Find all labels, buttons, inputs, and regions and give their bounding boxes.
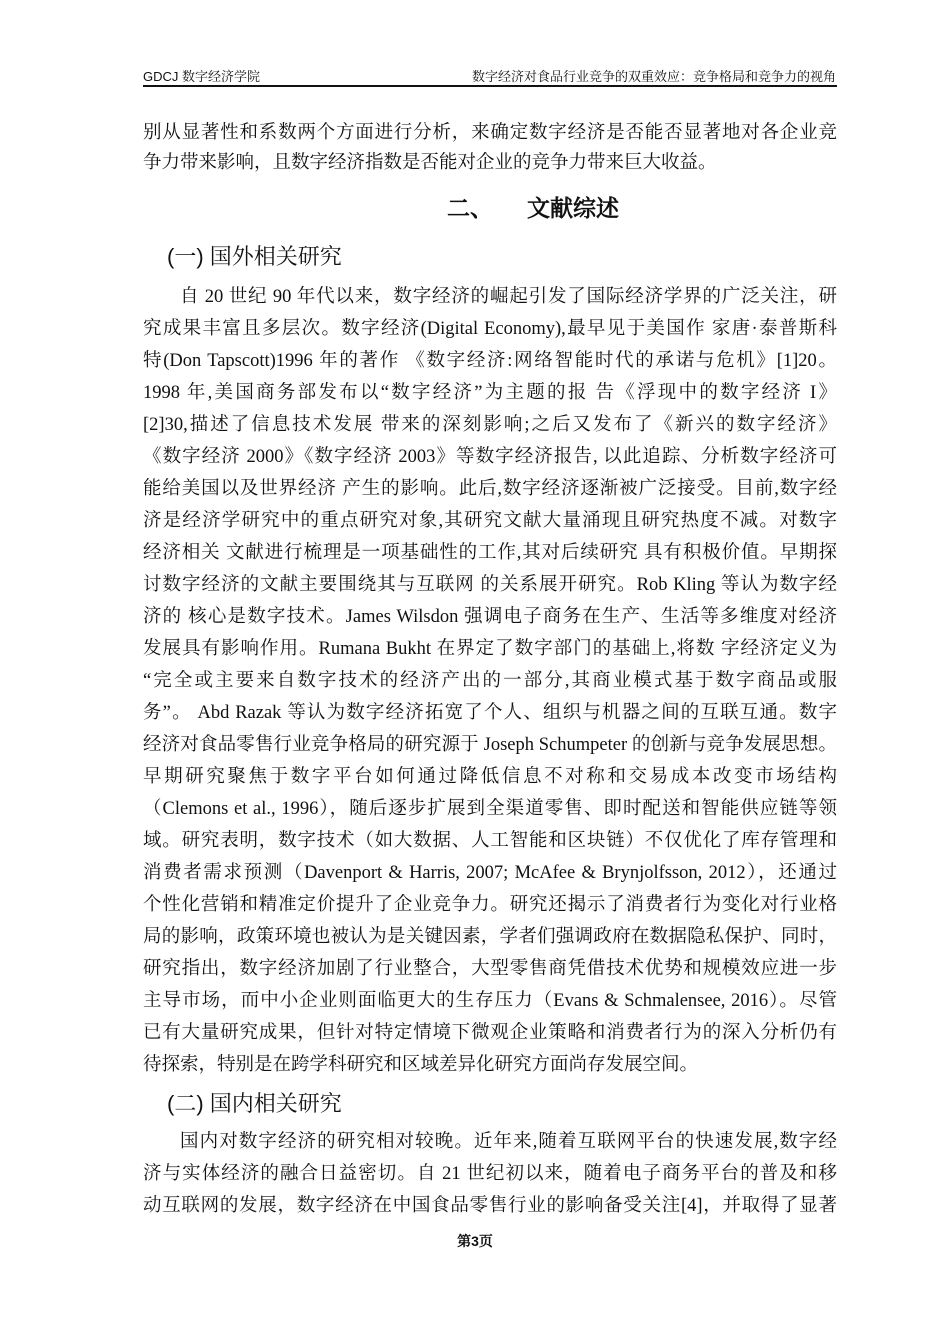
text-line: 早期研究聚焦于数字平台如何通过降低信息不对称和交易成本改变市场结构 [143,767,837,787]
text-line: 经济相关 文献进行梳理是一项基础性的工作,其对后续研究 具有积极价值。早期探 [143,543,837,563]
text-line: 待探索，特别是在跨学科研究和区域差异化研究方面尚存发展空间。 [143,1055,699,1075]
text-line: 主导市场，而中小企业则面临更大的生存压力（Evans & Schmalensee, 2016）。尽管 [143,991,837,1011]
paragraph-foreign-research [143,281,837,1081]
section-heading [447,190,619,223]
text-line: 讨数字经济的文献主要围绕其与互联网 的关系展开研究。Rob Kling 等认为数字经 [143,575,837,595]
text-line: 消费者需求预测（Davenport & Harris, 2007; McAfee & Brynjolfsson, 2012），还通过 [143,863,837,883]
text-line: 济的 核心是数字技术。James Wilsdon 强调电子商务在生产、生活等多维度对经济 [143,607,837,627]
section-number: 二、 [447,195,493,221]
text-line: 域。研究表明，数字技术（如大数据、人工智能和区块链）不仅优化了库存管理和 [143,831,837,851]
header-left: GDCJ 数字经济学院 [143,69,261,84]
text-line: 局的影响，政策环境也被认为是关键因素，学者们强调政府在数据隐私保护、同时， [143,927,837,947]
header-rule [143,85,837,87]
section-title: 文献综述 [527,195,619,221]
text-line: 济是经济学研究中的重点研究对象,其研究文献大量涌现且研究热度不减。对数字 [143,511,837,531]
text-line: [2]30,描述了信息技术发展 带来的深刻影响;之后又发布了《新兴的数字经济》 [143,415,837,435]
text-line: “完全或主要来自数字技术的经济产出的一部分,其商业模式基于数字商品或服 [143,671,837,691]
text-line: 济与实体经济的融合日益密切。自 21 世纪初以来，随着电子商务平台的普及和移 [143,1164,837,1184]
text-line: 个性化营销和精准定价提升了企业竞争力。研究还揭示了消费者行为变化对行业格 [143,895,837,915]
subsection-heading-foreign: (一) 国外相关研究 [167,244,342,269]
text-line: 别从显著性和系数两个方面进行分析，来确定数字经济是否能否显著地对各企业竞 [143,123,837,143]
text-line: 国内对数字经济的研究相对较晚。近年来,随着互联网平台的快速发展,数字经 [180,1132,837,1152]
header-title: 数字经济对食品行业竞争的双重效应：竞争格局和竞争力的视角 [471,69,836,84]
text-line: 自 20 世纪 90 年代以来，数字经济的崛起引发了国际经济学界的广泛关注，研 [180,287,837,307]
text-line: 动互联网的发展，数字经济在中国食品零售行业的影响备受关注[4]，并取得了显著 [143,1196,837,1216]
subsection-heading-domestic: (二) 国内相关研究 [167,1091,342,1116]
text-line: 能给美国以及世界经济 产生的影响。此后,数字经济逐渐被广泛接受。目前,数字经 [143,479,837,499]
text-line: 已有大量研究成果，但针对特定情境下微观企业策略和消费者行为的深入分析仍有 [143,1023,837,1043]
text-line: （Clemons et al., 1996），随后逐步扩展到全渠道零售、即时配送和智能供应链等领 [143,799,837,819]
text-line: 争力带来影响，且数字经济指数是否能对企业的竞争力带来巨大收益。 [143,153,717,173]
text-line: 特(Don Tapscott)1996 年的著作 《数字经济:网络智能时代的承诺与危机》[1]20。 [143,351,837,371]
text-line: 经济对食品零售行业竞争格局的研究源于 Joseph Schumpeter 的创新与竞争发展思想。 [143,735,837,755]
paragraph-domestic-research [143,1126,837,1222]
text-line: 发展具有影响作用。Rumana Bukht 在界定了数字部门的基础上,将数 字经济定义为 [143,639,837,659]
text-line: 《数字经济 2000》《数字经济 2003》等数字经济报告, 以此追踪、分析数字经济可 [143,447,837,467]
intro-paragraph [143,118,837,178]
text-line: 研究指出，数字经济加剧了行业整合，大型零售商凭借技术优势和规模效应进一步 [143,959,837,979]
text-line: 1998 年,美国商务部发布以“数字经济”为主题的报 告《浮现中的数字经济 I》 [143,383,837,403]
text-line: 究成果丰富且多层次。数字经济(Digital Economy),最早见于美国作 家唐·泰普斯科 [143,319,837,339]
text-line: 务”。 Abd Razak 等认为数字经济拓宽了个人、组织与机器之间的互联互通。数字 [143,703,837,723]
page-number: 第3页 [457,1233,493,1249]
